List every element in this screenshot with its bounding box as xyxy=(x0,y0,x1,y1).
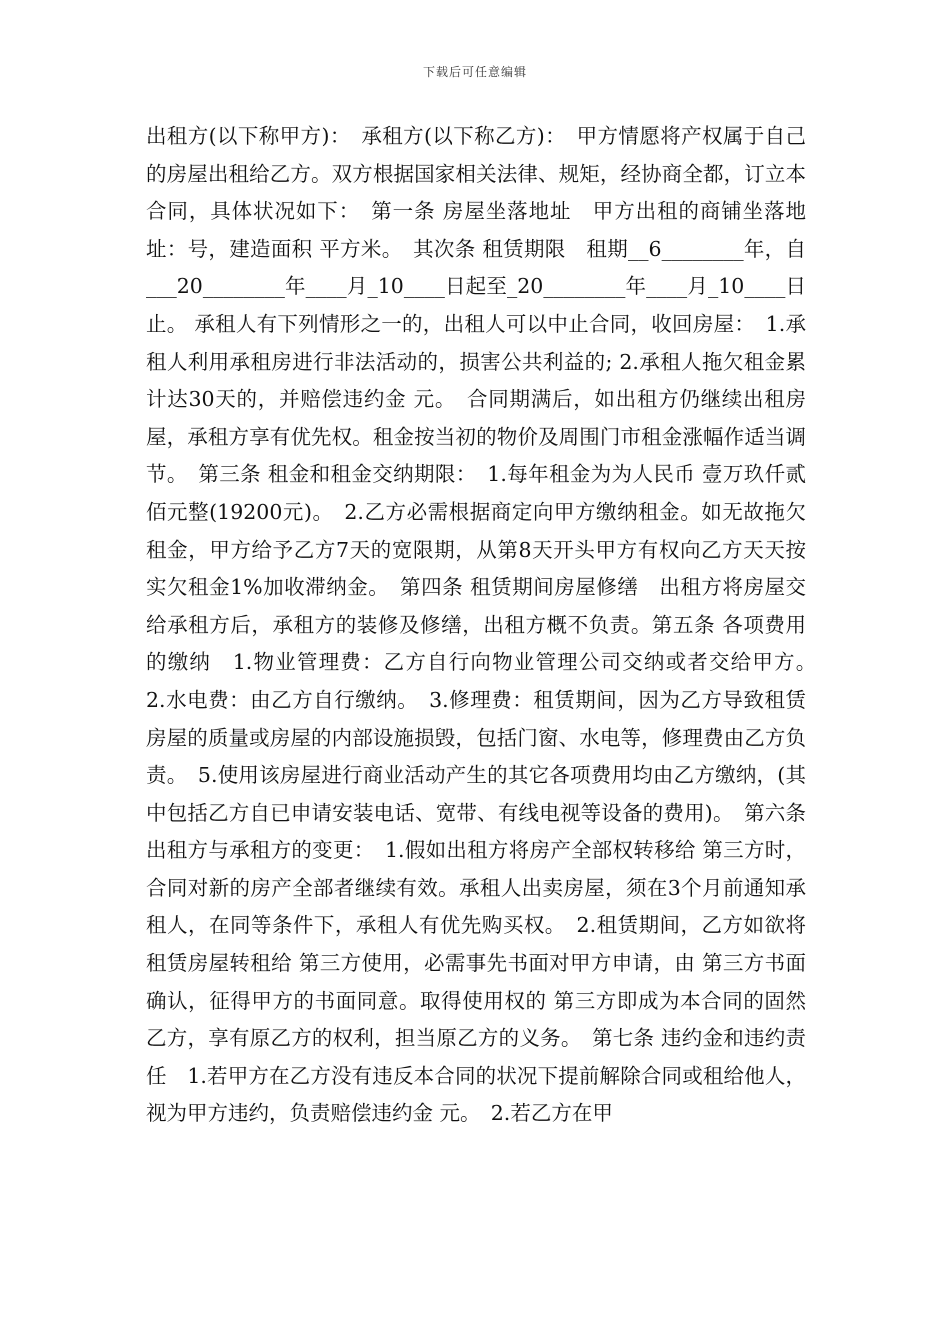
page-header-note: 下载后可任意编辑 xyxy=(422,65,527,79)
contract-body-text: 出租方(以下称甲方)： 承租方(以下称乙方)： 甲方情愿将产权属于自己的房屋出租给乙方。双方根据国家相关法律、规矩，经协商全都，订立本合同，具体状况如下： 第一条 房屋坐落地址 甲方出租的商铺坐落地址：号，建造面积 平方米。 其次条 租赁期限 租期__6________年，自___20________年____月_10____日起至_20________年____月_10____日止。 承租人有下列情形之一的，出租人可以中止合同，收回房屋： 1.承租人利用承租房进行非法活动的，损害公共利益的; 2.承租人拖欠租金累计达30天的，并赔偿违约金 元。 合同期满后，如出租方仍继续出租房屋，承租方享有优先权。租金按当初的物价及周围门市租金涨幅作适当调节。 第三条 租金和租金交纳期限： 1.每年租金为为人民币 壹万玖仟贰佰元整(19200元)。 2.乙方必需根据商定向甲方缴纳租金。如无故拖欠租金，甲方给予乙方7天的宽限期，从第8天开头甲方有权向乙方天天按实欠租金1%加收滞纳金。 第四条 租赁期间房屋修缮 出租方将房屋交给承租方后，承租方的装修及修缮，出租方概不负责。第五条 各项费用的缴纳 1.物业管理费：乙方自行向物业管理公司交纳或者交给甲方。 2.水电费：由乙方自行缴纳。 3.修理费：租赁期间，因为乙方导致租赁房屋的质量或房屋的内部设施损毁，包括门窗、水电等，修理费由乙方负责。 5.使用该房屋进行商业活动产生的其它各项费用均由乙方缴纳，(其中包括乙方自已申请安装电话、宽带、有线电视等设备的费用)。 第六条 出租方与承租方的变更： 1.假如出租方将房产全部权转移给 第三方时，合同对新的房产全部者继续有效。承租人出卖房屋，须在3个月前通知承租人，在同等条件下，承租人有优先购买权。 2.租赁期间，乙方如欲将租赁房屋转租给 第三方使用，必需事先书面对甲方申请，由 第三方书面确认，征得甲方的书面同意。取得使用权的 第三方即成为本合同的固然乙方，享有原乙方的权利，担当原乙方的义务。 第七条 违约金和违约责任 1.若甲方在乙方没有违反本合同的状况下提前解除合同或租给他人，视为甲方违约，负责赔偿违约金 元。 2.若乙方在甲 xyxy=(146,124,827,1126)
